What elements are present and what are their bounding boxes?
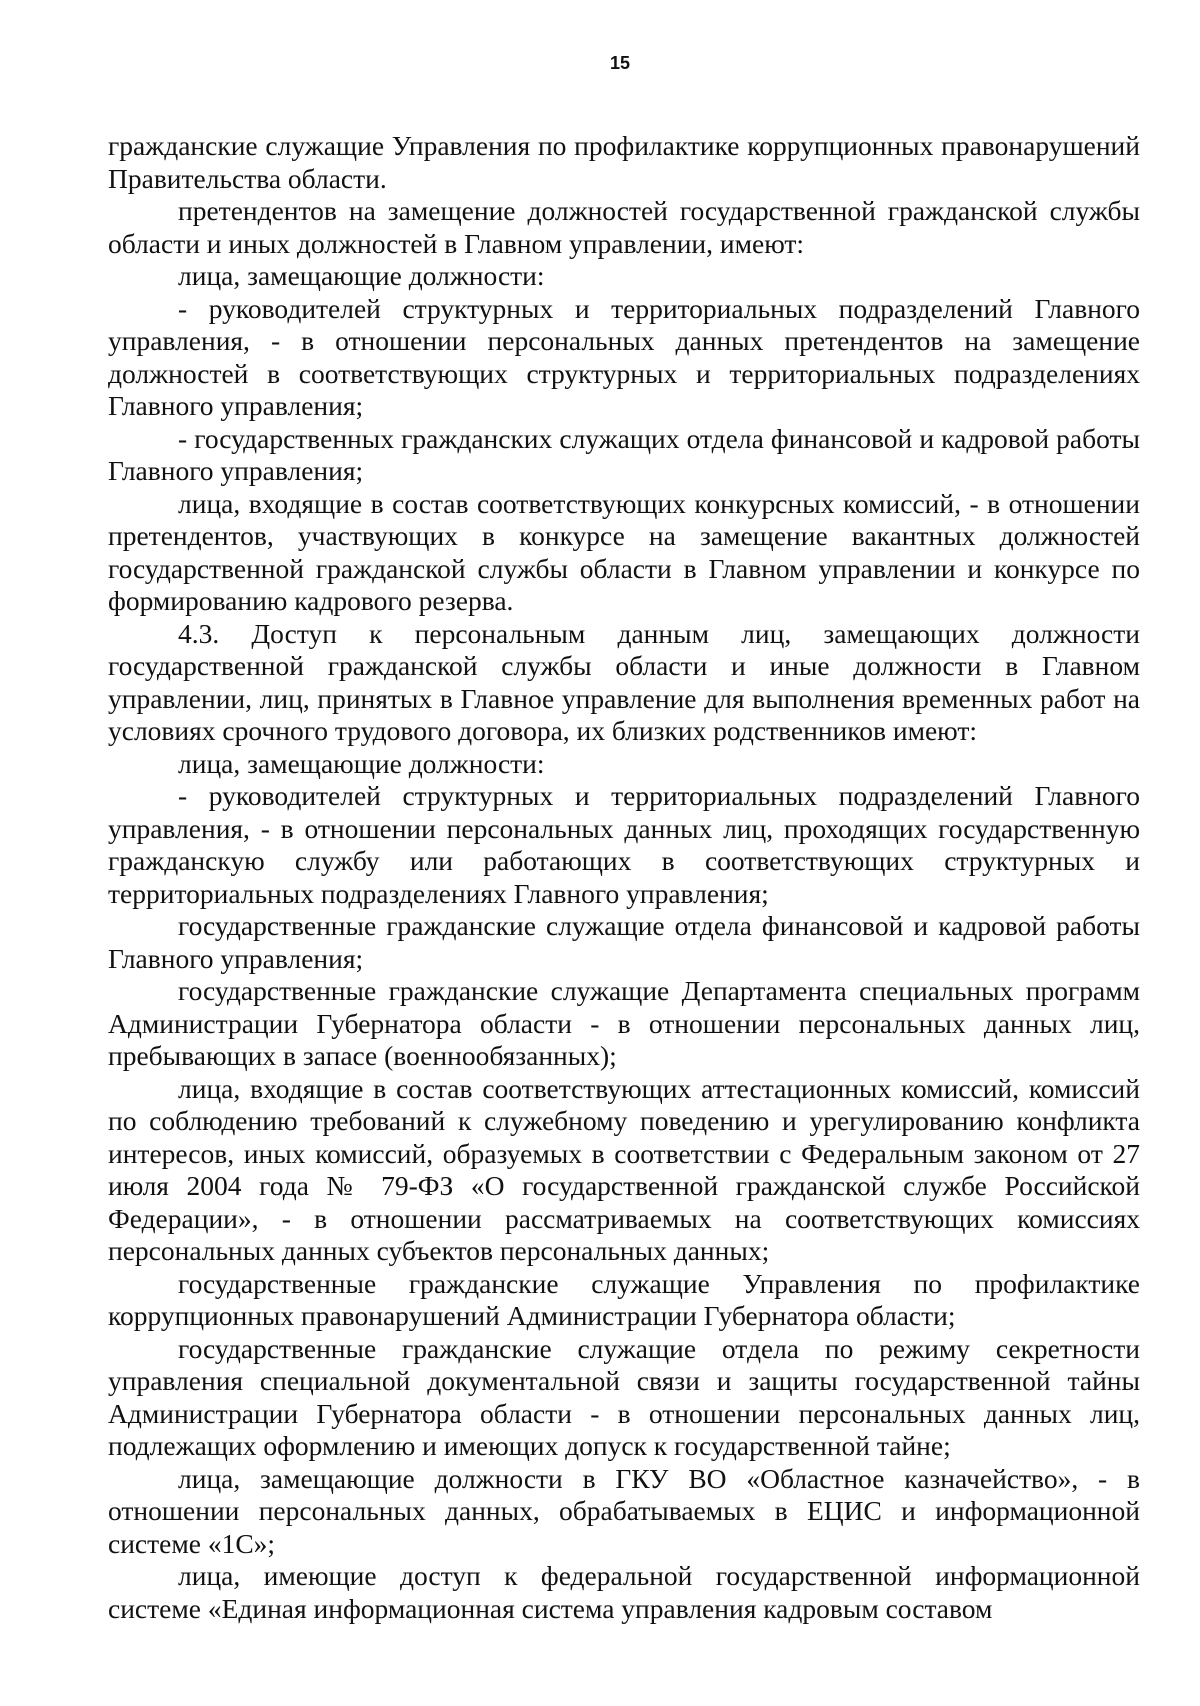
paragraph-10: государственные гражданские служащие отдела финансовой и кадровой работы Главного управления; [108,910,1140,974]
paragraph-5: - государственных гражданских служащих отдела финансовой и кадровой работы Главного управления; [108,422,1140,486]
paragraph-3: лица, замещающие должности: [178,260,545,291]
paragraph-6: лица, входящие в состав соответствующих конкурсных комиссий, - в отношении претендентов, участвующих в конкурсе на замещение вакантных должностей государственной гражданской службы области в Главном управлении и конкурсе по формированию кадрового резерва. [108,487,1140,616]
paragraph-16: лица, имеющие доступ к федеральной государственной информационной системе «Единая информационная система управления кадровым составом [108,1560,1140,1624]
paragraph-4: - руководителей структурных и территориальных подразделений Главного управления, - в отношении персональных данных претендентов на замещение должностей в соответствующих структурных и территориальных подразделениях Главного управления; [108,292,1140,421]
paragraph-9: - руководителей структурных и территориальных подразделений Главного управления, - в отношении персональных данных лиц, проходящих государственную гражданскую службу или работающих в соответствующих структурных и территориальных подразделениях Главного управления; [108,780,1140,909]
paragraph-1: гражданские служащие Управления по профилактике коррупционных правонарушений Правительства области. [108,130,1140,194]
paragraph-7-section-4-3: 4.3. Доступ к персональным данным лиц, замещающих должности государственной гражданской службы области и иные должности в Главном управлении, лиц, принятых в Главное управление для выполнения временных работ на условиях срочного трудового договора, их близких родственников имеют: [108,617,1140,746]
paragraph-13: государственные гражданские служащие Управления по профилактике коррупционных правонарушений Администрации Губернатора области; [108,1267,1140,1331]
paragraph-8: лица, замещающие должности: [178,747,545,779]
paragraph-14: государственные гражданские служащие отдела по режиму секретности управления специальной документальной связи и защиты государственной тайны Администрации Губернатора области - в отношении персональных данных лиц, подлежащих оформлению и имеющих допуск к государственной тайне; [108,1332,1140,1461]
paragraph-11: государственные гражданские служащие Департамента специальных программ Администрации Губернатора области - в отношении персональных данных лиц, пребывающих в запасе (военнообязанных); [108,975,1140,1071]
paragraph-2: претендентов на замещение должностей государственной гражданской службы области и иных должностей в Главном управлении, имеют: [108,195,1140,259]
paragraph-12: лица, входящие в состав соответствующих аттестационных комиссий, комиссий по соблюдению требований к служебному поведению и урегулированию конфликта интересов, иных комиссий, образуемых в соответствии с Федеральным законом от 27 июля 2004 года № 79-ФЗ «О государственной гражданской службе Российской Федерации», - в отношении рассматриваемых на соответствующих комиссиях персональных данных субъектов персональных данных; [108,1072,1140,1266]
paragraph-15: лица, замещающие должности в ГКУ ВО «Областное казначейство», - в отношении персональных данных, обрабатываемых в ЕЦИС и информационной системе «1С»; [108,1462,1140,1559]
page-number: 15 [609,53,631,73]
